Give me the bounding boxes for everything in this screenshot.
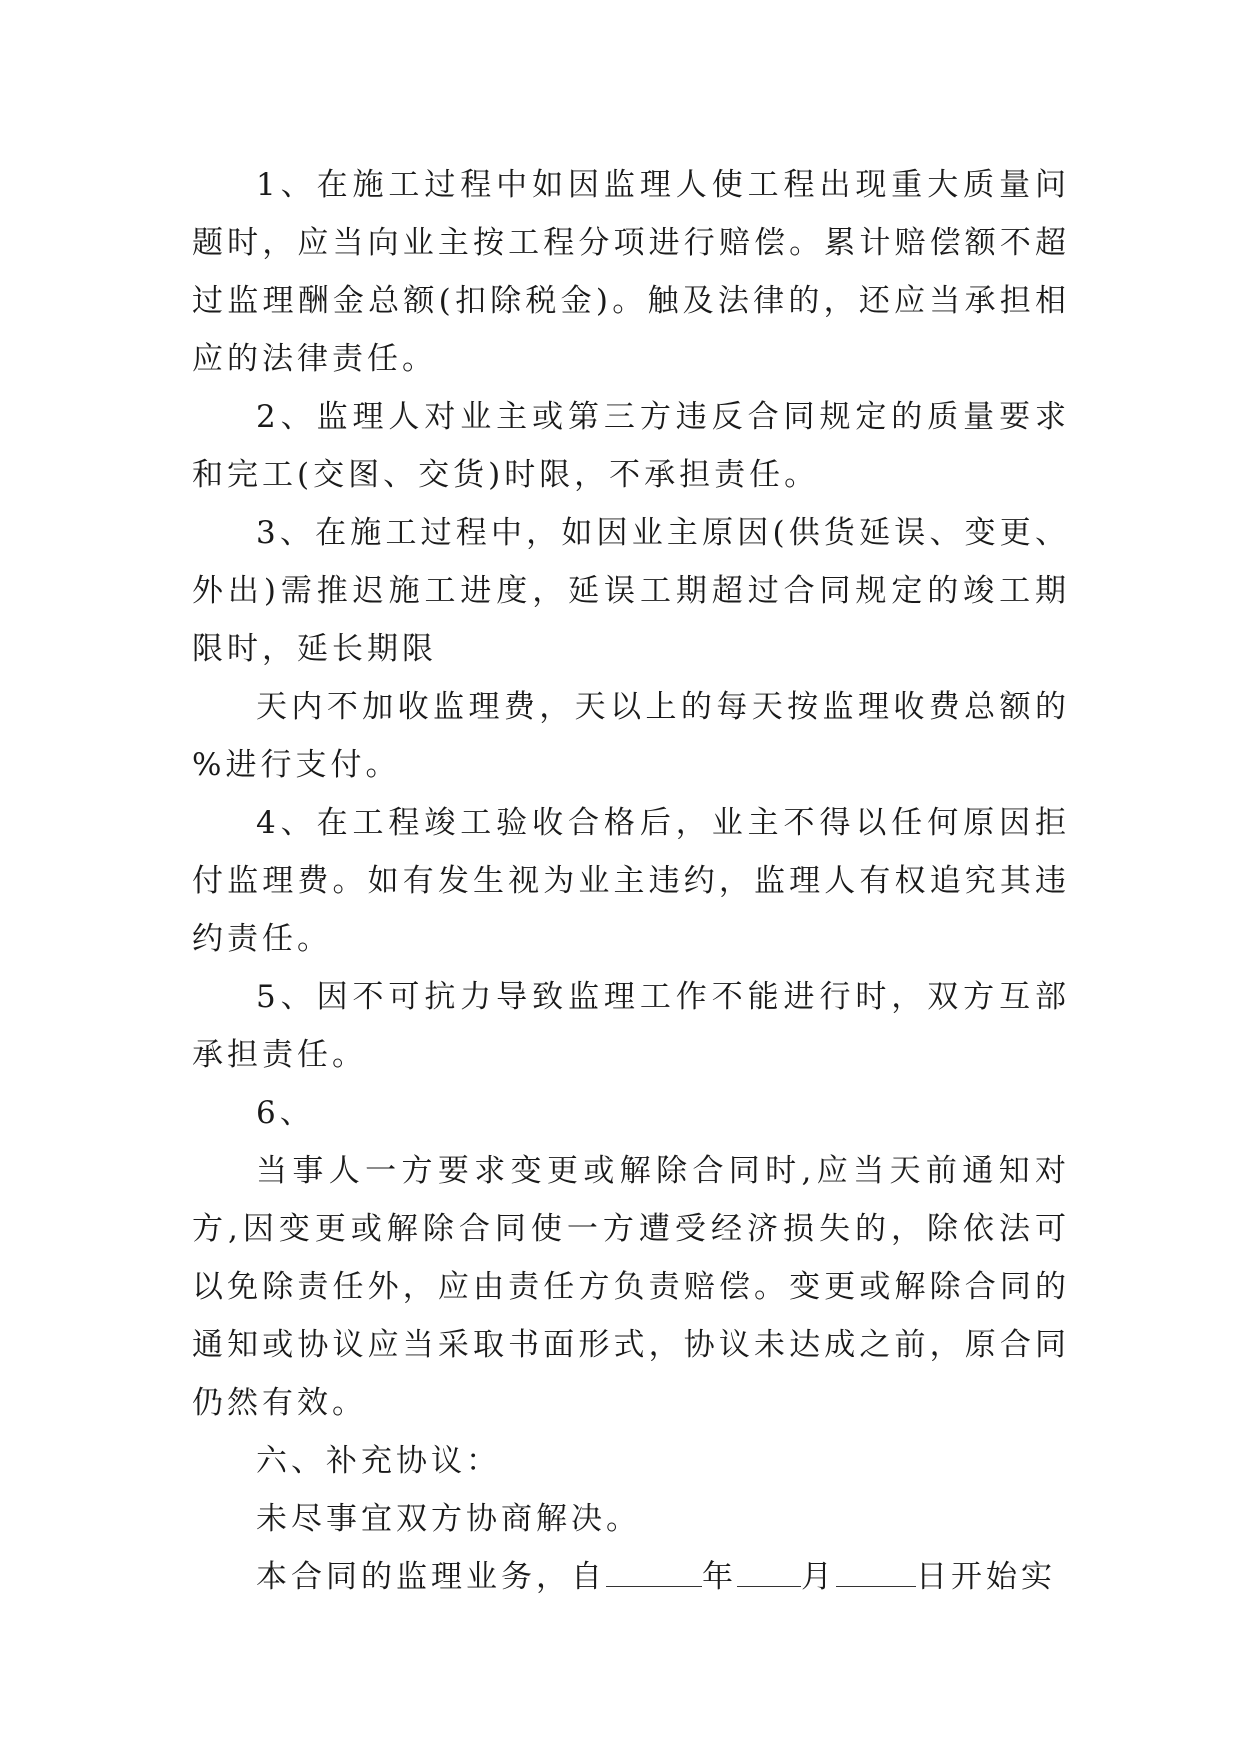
- clause-5-paragraph: 5、因不可抗力导致监理工作不能进行时，双方互部承担责任。: [192, 979, 1070, 1073]
- month-blank[interactable]: [737, 1556, 801, 1587]
- section-6-heading: 六、补充协议：: [256, 1443, 501, 1479]
- document-page: [192, 156, 1070, 1606]
- clause-3-paragraph: 3、在施工过程中，如因业主原因(供货延误、变更、外出)需推迟施工进度，延误工期超过合同规定的竣工期限时，延长期限: [192, 515, 1070, 667]
- contract-start-date-line: [192, 1548, 1070, 1606]
- year-blank[interactable]: [606, 1556, 702, 1587]
- supplement-paragraph: 未尽事宜双方协商解决。: [256, 1501, 641, 1537]
- clause-6-paragraph: 当事人一方要求变更或解除合同时,应当天前通知对方,因变更或解除合同使一方遭受经济损失的，除依法可以免除责任外，应由责任方负责赔偿。变更或解除合同的通知或协议应当采取书面形式，协议未达成之前，原合同仍然有效。: [192, 1153, 1070, 1421]
- year-label: 年: [702, 1559, 737, 1595]
- month-label: 月: [801, 1559, 836, 1595]
- clause-1-paragraph: 1、在施工过程中如因监理人使工程出现重大质量问题时，应当向业主按工程分项进行赔偿。累计赔偿额不超过监理酬金总额(扣除税金)。触及法律的，还应当承担相应的法律责任。: [192, 167, 1070, 377]
- start-date-prefix: 本合同的监理业务，自: [256, 1559, 606, 1595]
- day-label: 日开始实: [916, 1559, 1056, 1595]
- day-blank[interactable]: [836, 1556, 916, 1587]
- clause-6-heading: 6、: [256, 1095, 315, 1131]
- clause-3-continued-paragraph: 天内不加收监理费，天以上的每天按监理收费总额的 %进行支付。: [192, 689, 1070, 783]
- clause-2-paragraph: 2、监理人对业主或第三方违反合同规定的质量要求和完工(交图、交货)时限，不承担责任。: [192, 399, 1070, 493]
- clause-4-paragraph: 4、在工程竣工验收合格后，业主不得以任何原因拒付监理费。如有发生视为业主违约，监理人有权追究其违约责任。: [192, 805, 1070, 957]
